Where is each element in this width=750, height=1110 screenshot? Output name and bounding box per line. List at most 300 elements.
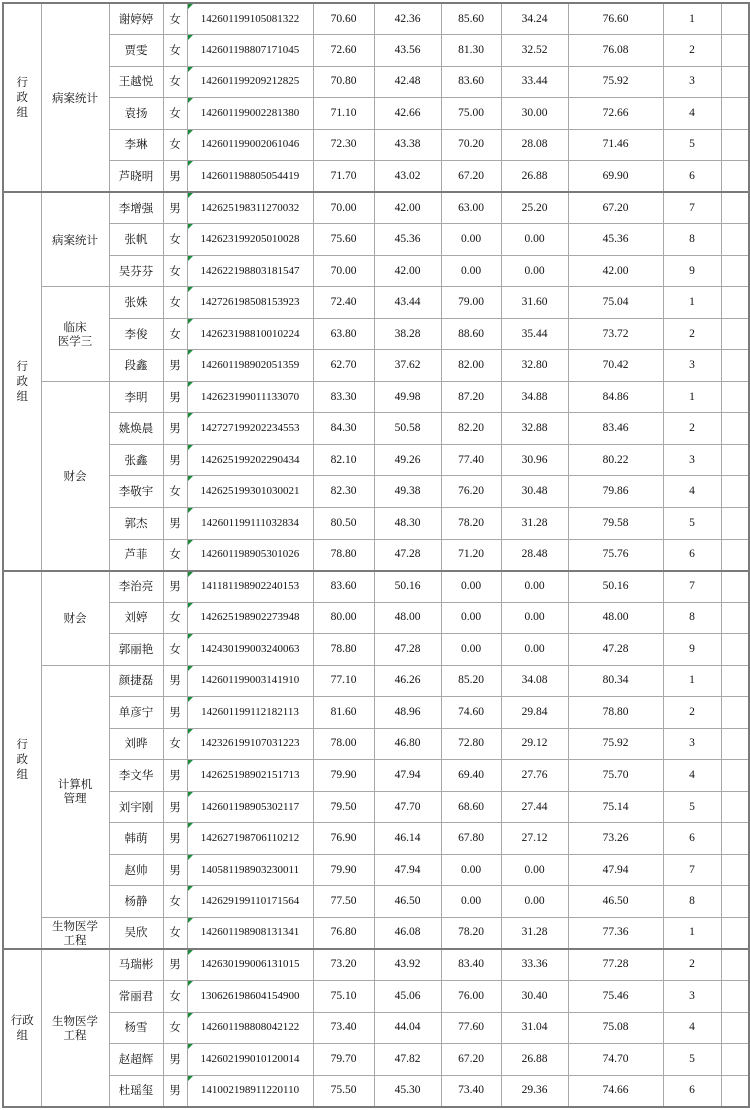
remark xyxy=(721,161,749,193)
candidate-gender: 女 xyxy=(163,886,187,918)
written-weighted-score: 46.50 xyxy=(374,886,441,918)
total-score: 75.08 xyxy=(568,1012,663,1044)
written-score: 70.80 xyxy=(313,66,374,98)
interview-score: 0.00 xyxy=(441,224,501,256)
total-score: 76.08 xyxy=(568,35,663,67)
total-score: 75.92 xyxy=(568,66,663,98)
written-weighted-score: 43.44 xyxy=(374,287,441,319)
interview-weighted-score: 0.00 xyxy=(501,634,568,666)
written-weighted-score: 43.56 xyxy=(374,35,441,67)
written-weighted-score: 48.96 xyxy=(374,697,441,729)
rank: 7 xyxy=(663,192,721,224)
written-score: 63.80 xyxy=(313,318,374,350)
total-score: 73.26 xyxy=(568,823,663,855)
table-row xyxy=(3,192,749,224)
total-score: 75.04 xyxy=(568,287,663,319)
interview-score: 77.40 xyxy=(441,444,501,476)
group-label: 行政 组 xyxy=(3,949,41,1107)
rank: 1 xyxy=(663,3,721,35)
candidate-gender: 男 xyxy=(163,571,187,603)
candidate-id-number: 142601198905301026 xyxy=(187,539,313,571)
candidate-name: 贾雯 xyxy=(109,35,163,67)
interview-score: 87.20 xyxy=(441,381,501,413)
candidate-name: 李明 xyxy=(109,381,163,413)
written-score: 77.50 xyxy=(313,886,374,918)
candidate-id-number: 142627198706110212 xyxy=(187,823,313,855)
total-score: 76.60 xyxy=(568,3,663,35)
candidate-name: 李增强 xyxy=(109,192,163,224)
interview-weighted-score: 30.00 xyxy=(501,98,568,130)
candidate-gender: 女 xyxy=(163,255,187,287)
interview-score: 68.60 xyxy=(441,791,501,823)
interview-score: 74.60 xyxy=(441,697,501,729)
interview-weighted-score: 28.48 xyxy=(501,539,568,571)
interview-score: 85.60 xyxy=(441,3,501,35)
rank: 7 xyxy=(663,571,721,603)
remark xyxy=(721,129,749,161)
remark xyxy=(721,318,749,350)
rank: 9 xyxy=(663,634,721,666)
candidate-gender: 男 xyxy=(163,1044,187,1076)
written-weighted-score: 45.36 xyxy=(374,224,441,256)
candidate-id-number: 142430199003240063 xyxy=(187,634,313,666)
table-row xyxy=(3,161,749,193)
total-score: 48.00 xyxy=(568,602,663,634)
rank: 4 xyxy=(663,760,721,792)
rank: 1 xyxy=(663,665,721,697)
remark xyxy=(721,508,749,540)
rank: 5 xyxy=(663,1044,721,1076)
score-table-body xyxy=(3,3,749,1107)
candidate-gender: 男 xyxy=(163,413,187,445)
candidate-name: 杜瑶玺 xyxy=(109,1075,163,1107)
rank: 8 xyxy=(663,224,721,256)
total-score: 78.80 xyxy=(568,697,663,729)
written-score: 75.60 xyxy=(313,224,374,256)
remark xyxy=(721,224,749,256)
candidate-gender: 女 xyxy=(163,98,187,130)
candidate-gender: 男 xyxy=(163,1075,187,1107)
candidate-name: 刘晔 xyxy=(109,728,163,760)
table-row xyxy=(3,508,749,540)
candidate-id-number: 142625199202290434 xyxy=(187,444,313,476)
interview-score: 82.20 xyxy=(441,413,501,445)
candidate-id-number: 142625198902151713 xyxy=(187,760,313,792)
rank: 3 xyxy=(663,980,721,1012)
remark xyxy=(721,854,749,886)
interview-weighted-score: 27.44 xyxy=(501,791,568,823)
candidate-gender: 男 xyxy=(163,192,187,224)
candidate-id-number: 130626198604154900 xyxy=(187,980,313,1012)
written-weighted-score: 47.82 xyxy=(374,1044,441,1076)
candidate-name: 韩萌 xyxy=(109,823,163,855)
total-score: 84.86 xyxy=(568,381,663,413)
rank: 1 xyxy=(663,381,721,413)
written-weighted-score: 37.62 xyxy=(374,350,441,382)
written-weighted-score: 42.00 xyxy=(374,255,441,287)
candidate-gender: 女 xyxy=(163,917,187,949)
rank: 3 xyxy=(663,444,721,476)
total-score: 69.90 xyxy=(568,161,663,193)
position-label: 病案统计 xyxy=(41,192,109,287)
candidate-id-number: 142623199011133070 xyxy=(187,381,313,413)
rank: 2 xyxy=(663,318,721,350)
table-row xyxy=(3,571,749,603)
remark xyxy=(721,539,749,571)
table-row xyxy=(3,823,749,855)
rank: 6 xyxy=(663,161,721,193)
candidate-id-number: 142601199002281380 xyxy=(187,98,313,130)
candidate-gender: 男 xyxy=(163,381,187,413)
total-score: 73.72 xyxy=(568,318,663,350)
written-score: 75.10 xyxy=(313,980,374,1012)
written-weighted-score: 42.66 xyxy=(374,98,441,130)
candidate-id-number: 142601199002061046 xyxy=(187,129,313,161)
candidate-id-number: 142623199205010028 xyxy=(187,224,313,256)
interview-weighted-score: 30.48 xyxy=(501,476,568,508)
interview-weighted-score: 32.52 xyxy=(501,35,568,67)
interview-weighted-score: 0.00 xyxy=(501,224,568,256)
written-score: 76.80 xyxy=(313,917,374,949)
total-score: 67.20 xyxy=(568,192,663,224)
interview-weighted-score: 25.20 xyxy=(501,192,568,224)
candidate-gender: 男 xyxy=(163,508,187,540)
written-score: 83.60 xyxy=(313,571,374,603)
position-label: 财会 xyxy=(41,381,109,570)
written-score: 72.30 xyxy=(313,129,374,161)
written-score: 79.50 xyxy=(313,791,374,823)
candidate-gender: 女 xyxy=(163,539,187,571)
interview-score: 83.60 xyxy=(441,66,501,98)
interview-weighted-score: 29.36 xyxy=(501,1075,568,1107)
written-weighted-score: 49.26 xyxy=(374,444,441,476)
interview-weighted-score: 35.44 xyxy=(501,318,568,350)
table-row xyxy=(3,665,749,697)
candidate-id-number: 140581198903230011 xyxy=(187,854,313,886)
written-weighted-score: 45.30 xyxy=(374,1075,441,1107)
rank: 4 xyxy=(663,98,721,130)
written-weighted-score: 43.38 xyxy=(374,129,441,161)
candidate-name: 王越悦 xyxy=(109,66,163,98)
interview-score: 0.00 xyxy=(441,886,501,918)
candidate-id-number: 142629199110171564 xyxy=(187,886,313,918)
total-score: 50.16 xyxy=(568,571,663,603)
written-score: 73.20 xyxy=(313,949,374,981)
candidate-id-number: 142727199202234553 xyxy=(187,413,313,445)
written-weighted-score: 42.00 xyxy=(374,192,441,224)
position-label: 病案统计 xyxy=(41,3,109,192)
candidate-id-number: 142601198908131341 xyxy=(187,917,313,949)
written-score: 75.50 xyxy=(313,1075,374,1107)
table-row xyxy=(3,444,749,476)
total-score: 83.46 xyxy=(568,413,663,445)
written-score: 78.80 xyxy=(313,634,374,666)
candidate-gender: 女 xyxy=(163,66,187,98)
remark xyxy=(721,1044,749,1076)
candidate-gender: 女 xyxy=(163,287,187,319)
total-score: 80.34 xyxy=(568,665,663,697)
table-row xyxy=(3,791,749,823)
interview-weighted-score: 0.00 xyxy=(501,602,568,634)
remark xyxy=(721,602,749,634)
position-label: 临床 医学三 xyxy=(41,287,109,382)
remark xyxy=(721,980,749,1012)
interview-score: 79.00 xyxy=(441,287,501,319)
interview-weighted-score: 32.80 xyxy=(501,350,568,382)
interview-score: 88.60 xyxy=(441,318,501,350)
written-weighted-score: 42.36 xyxy=(374,3,441,35)
interview-score: 67.20 xyxy=(441,1044,501,1076)
written-weighted-score: 47.28 xyxy=(374,539,441,571)
written-score: 80.00 xyxy=(313,602,374,634)
rank: 6 xyxy=(663,1075,721,1107)
interview-weighted-score: 31.28 xyxy=(501,508,568,540)
candidate-name: 芦晓明 xyxy=(109,161,163,193)
candidate-id-number: 142726198508153923 xyxy=(187,287,313,319)
candidate-id-number: 142601199105081322 xyxy=(187,3,313,35)
written-score: 78.00 xyxy=(313,728,374,760)
table-row xyxy=(3,287,749,319)
candidate-gender: 女 xyxy=(163,224,187,256)
written-score: 80.50 xyxy=(313,508,374,540)
candidate-id-number: 142601198808042122 xyxy=(187,1012,313,1044)
position-label: 生物医学 工程 xyxy=(41,917,109,949)
candidate-gender: 男 xyxy=(163,161,187,193)
interview-score: 75.00 xyxy=(441,98,501,130)
written-score: 73.40 xyxy=(313,1012,374,1044)
table-row xyxy=(3,697,749,729)
candidate-id-number: 142601198902051359 xyxy=(187,350,313,382)
interview-weighted-score: 0.00 xyxy=(501,886,568,918)
rank: 3 xyxy=(663,350,721,382)
interview-weighted-score: 26.88 xyxy=(501,1044,568,1076)
written-score: 78.80 xyxy=(313,539,374,571)
total-score: 75.76 xyxy=(568,539,663,571)
rank: 1 xyxy=(663,287,721,319)
table-row xyxy=(3,381,749,413)
candidate-id-number: 141181198902240153 xyxy=(187,571,313,603)
rank: 4 xyxy=(663,1012,721,1044)
candidate-id-number: 142601199112182113 xyxy=(187,697,313,729)
interview-score: 0.00 xyxy=(441,602,501,634)
total-score: 77.28 xyxy=(568,949,663,981)
position-label: 财会 xyxy=(41,571,109,666)
candidate-gender: 女 xyxy=(163,129,187,161)
candidate-id-number: 142601199003141910 xyxy=(187,665,313,697)
table-row xyxy=(3,539,749,571)
rank: 8 xyxy=(663,602,721,634)
candidate-gender: 女 xyxy=(163,3,187,35)
table-row xyxy=(3,728,749,760)
written-score: 71.70 xyxy=(313,161,374,193)
candidate-name: 袁扬 xyxy=(109,98,163,130)
interview-weighted-score: 34.08 xyxy=(501,665,568,697)
interview-score: 78.20 xyxy=(441,917,501,949)
candidate-gender: 男 xyxy=(163,791,187,823)
table-row xyxy=(3,476,749,508)
candidate-name: 芦菲 xyxy=(109,539,163,571)
table-row xyxy=(3,949,749,981)
table-row xyxy=(3,129,749,161)
candidate-id-number: 142326199107031223 xyxy=(187,728,313,760)
rank: 4 xyxy=(663,476,721,508)
interview-weighted-score: 34.24 xyxy=(501,3,568,35)
candidate-gender: 女 xyxy=(163,728,187,760)
table-row xyxy=(3,35,749,67)
remark xyxy=(721,287,749,319)
written-weighted-score: 42.48 xyxy=(374,66,441,98)
interview-score: 85.20 xyxy=(441,665,501,697)
written-weighted-score: 49.98 xyxy=(374,381,441,413)
candidate-name: 段鑫 xyxy=(109,350,163,382)
total-score: 75.46 xyxy=(568,980,663,1012)
candidate-name: 李琳 xyxy=(109,129,163,161)
table-row xyxy=(3,1075,749,1107)
interview-score: 63.00 xyxy=(441,192,501,224)
interview-weighted-score: 30.96 xyxy=(501,444,568,476)
candidate-name: 颜捷磊 xyxy=(109,665,163,697)
interview-score: 72.80 xyxy=(441,728,501,760)
table-row xyxy=(3,980,749,1012)
remark xyxy=(721,381,749,413)
table-row xyxy=(3,66,749,98)
candidate-id-number: 141002198911220110 xyxy=(187,1075,313,1107)
interview-weighted-score: 0.00 xyxy=(501,571,568,603)
table-row xyxy=(3,3,749,35)
total-score: 70.42 xyxy=(568,350,663,382)
remark xyxy=(721,571,749,603)
candidate-name: 刘婷 xyxy=(109,602,163,634)
written-weighted-score: 50.58 xyxy=(374,413,441,445)
candidate-gender: 女 xyxy=(163,35,187,67)
table-row xyxy=(3,602,749,634)
written-weighted-score: 44.04 xyxy=(374,1012,441,1044)
interview-score: 71.20 xyxy=(441,539,501,571)
candidate-name: 郭杰 xyxy=(109,508,163,540)
written-score: 82.10 xyxy=(313,444,374,476)
rank: 7 xyxy=(663,854,721,886)
interview-score: 76.00 xyxy=(441,980,501,1012)
table-row xyxy=(3,224,749,256)
interview-weighted-score: 31.04 xyxy=(501,1012,568,1044)
remark xyxy=(721,917,749,949)
interview-weighted-score: 29.84 xyxy=(501,697,568,729)
table-row xyxy=(3,854,749,886)
candidate-name: 张鑫 xyxy=(109,444,163,476)
candidate-gender: 女 xyxy=(163,980,187,1012)
table-row xyxy=(3,98,749,130)
interview-weighted-score: 27.12 xyxy=(501,823,568,855)
candidate-name: 张姝 xyxy=(109,287,163,319)
interview-score: 69.40 xyxy=(441,760,501,792)
candidate-id-number: 142623198810010224 xyxy=(187,318,313,350)
rank: 5 xyxy=(663,508,721,540)
total-score: 79.58 xyxy=(568,508,663,540)
group-label: 行 政 组 xyxy=(3,3,41,192)
interview-weighted-score: 28.08 xyxy=(501,129,568,161)
interview-weighted-score: 32.88 xyxy=(501,413,568,445)
candidate-gender: 男 xyxy=(163,665,187,697)
written-score: 71.10 xyxy=(313,98,374,130)
remark xyxy=(721,255,749,287)
interview-score: 81.30 xyxy=(441,35,501,67)
candidate-name: 杨雪 xyxy=(109,1012,163,1044)
candidate-name: 吴芬芬 xyxy=(109,255,163,287)
candidate-name: 张帆 xyxy=(109,224,163,256)
total-score: 72.66 xyxy=(568,98,663,130)
interview-weighted-score: 34.88 xyxy=(501,381,568,413)
table-row xyxy=(3,917,749,949)
written-score: 70.00 xyxy=(313,192,374,224)
position-label: 计算机 管理 xyxy=(41,665,109,917)
table-row xyxy=(3,350,749,382)
remark xyxy=(721,760,749,792)
interview-weighted-score: 0.00 xyxy=(501,255,568,287)
interview-score: 0.00 xyxy=(441,854,501,886)
written-weighted-score: 47.94 xyxy=(374,760,441,792)
total-score: 47.28 xyxy=(568,634,663,666)
table-row xyxy=(3,255,749,287)
written-weighted-score: 45.06 xyxy=(374,980,441,1012)
interview-score: 0.00 xyxy=(441,255,501,287)
remark xyxy=(721,413,749,445)
total-score: 74.66 xyxy=(568,1075,663,1107)
written-score: 81.60 xyxy=(313,697,374,729)
candidate-gender: 男 xyxy=(163,350,187,382)
interview-weighted-score: 26.88 xyxy=(501,161,568,193)
total-score: 71.46 xyxy=(568,129,663,161)
candidate-name: 郭丽艳 xyxy=(109,634,163,666)
candidate-gender: 女 xyxy=(163,602,187,634)
total-score: 42.00 xyxy=(568,255,663,287)
rank: 2 xyxy=(663,413,721,445)
remark xyxy=(721,192,749,224)
rank: 3 xyxy=(663,728,721,760)
remark xyxy=(721,444,749,476)
written-score: 77.10 xyxy=(313,665,374,697)
remark xyxy=(721,1075,749,1107)
candidate-gender: 男 xyxy=(163,760,187,792)
written-weighted-score: 46.14 xyxy=(374,823,441,855)
remark xyxy=(721,350,749,382)
written-score: 72.60 xyxy=(313,35,374,67)
written-score: 76.90 xyxy=(313,823,374,855)
interview-weighted-score: 33.44 xyxy=(501,66,568,98)
group-label: 行 政 组 xyxy=(3,192,41,570)
group-label: 行 政 组 xyxy=(3,571,41,949)
candidate-gender: 男 xyxy=(163,823,187,855)
written-score: 62.70 xyxy=(313,350,374,382)
interview-score: 83.40 xyxy=(441,949,501,981)
candidate-name: 李敬宇 xyxy=(109,476,163,508)
interview-score: 76.20 xyxy=(441,476,501,508)
table-row xyxy=(3,760,749,792)
candidate-id-number: 142601198905302117 xyxy=(187,791,313,823)
written-weighted-score: 38.28 xyxy=(374,318,441,350)
written-weighted-score: 46.26 xyxy=(374,665,441,697)
rank: 6 xyxy=(663,823,721,855)
written-score: 82.30 xyxy=(313,476,374,508)
written-score: 79.70 xyxy=(313,1044,374,1076)
remark xyxy=(721,949,749,981)
table-row xyxy=(3,318,749,350)
total-score: 79.86 xyxy=(568,476,663,508)
remark xyxy=(721,35,749,67)
candidate-name: 单彦宁 xyxy=(109,697,163,729)
candidate-gender: 男 xyxy=(163,697,187,729)
table-row xyxy=(3,413,749,445)
interview-score: 82.00 xyxy=(441,350,501,382)
